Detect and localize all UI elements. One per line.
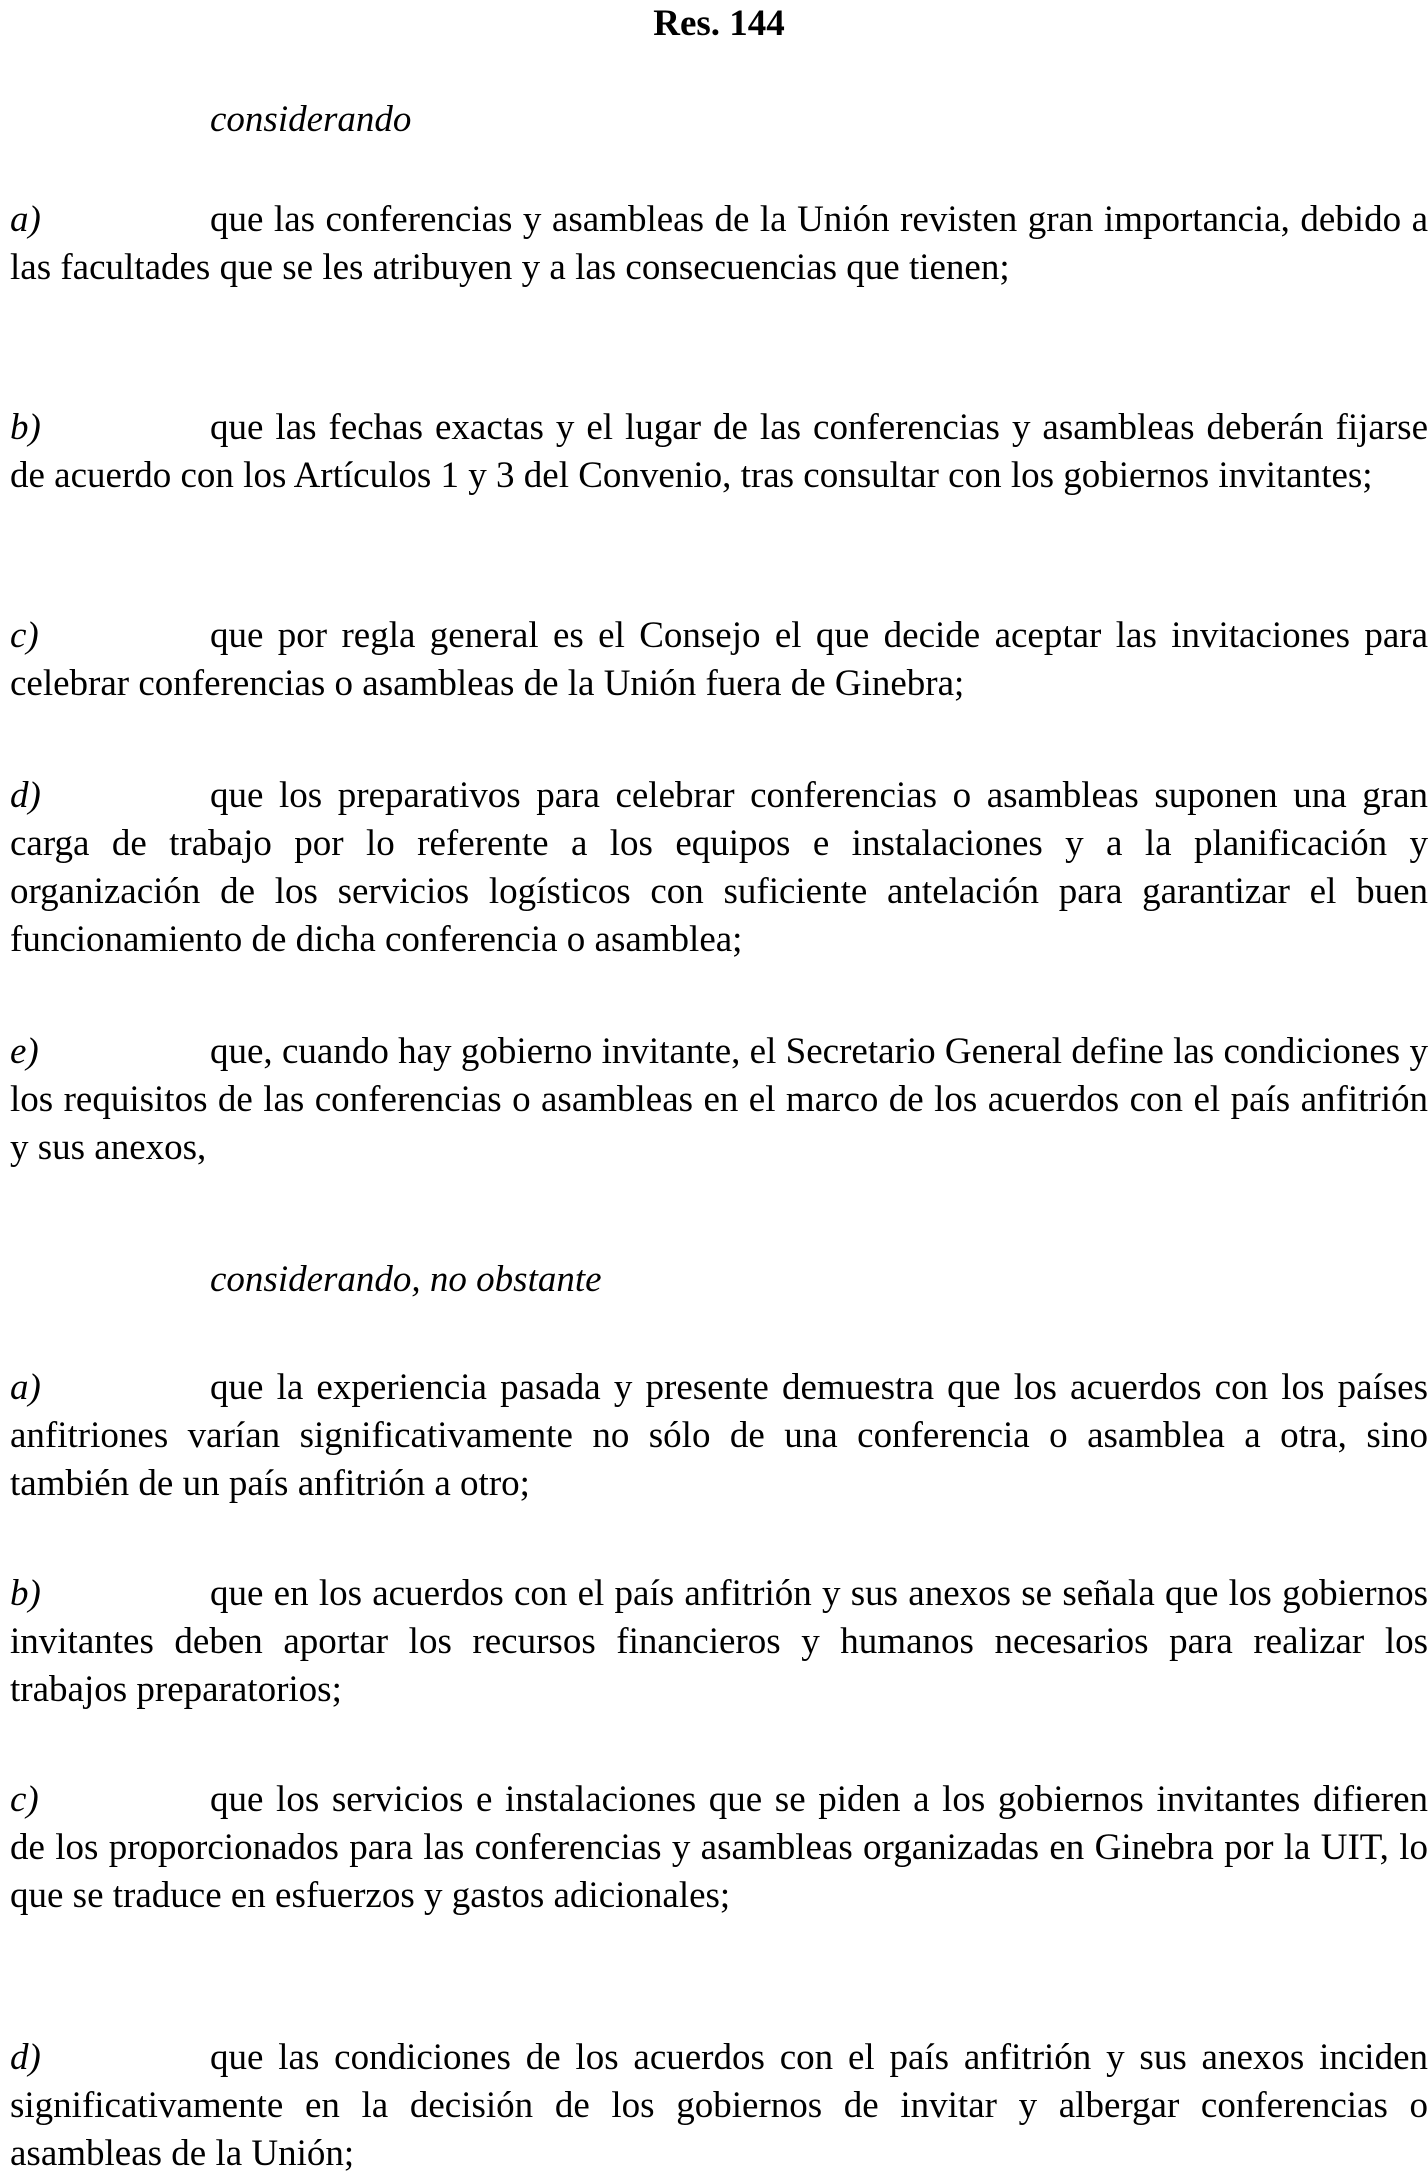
page-header [10, 0, 1428, 48]
item-letter: d) [10, 775, 41, 816]
paragraph-item [10, 1570, 1428, 1714]
item-text: que la experiencia pasada y presente demuestra que los acuerdos con los países anfitriones varían significativamente no sólo de una conferencia o asamblea a otra, sino también de un país anfitrión a otro; [10, 1367, 1428, 1504]
item-letter: a) [10, 1367, 41, 1408]
paragraph-item [10, 1028, 1428, 1172]
item-letter: c) [10, 615, 39, 656]
section-heading-considerando: considerando [210, 99, 412, 140]
item-letter: d) [10, 2037, 41, 2078]
item-letter: b) [10, 1573, 41, 1614]
item-letter: c) [10, 1779, 39, 1820]
item-text: que, cuando hay gobierno invitante, el Secretario General define las condiciones y los requisitos de las conferencias o asambleas en el marco de los acuerdos con el país anfitrión y sus anexos, [10, 1031, 1428, 1168]
paragraph-item [10, 1776, 1428, 1920]
item-text: que los preparativos para celebrar conferencias o asambleas suponen una gran carga de trabajo por lo referente a los equipos e instalaciones y a la planificación y organización de los servicios logísticos con suficiente antelación para garantizar el buen funcionamiento de dicha conferencia o asamblea; [10, 775, 1428, 960]
paragraph-item [10, 2034, 1428, 2178]
paragraph-item [10, 196, 1428, 292]
item-text: que por regla general es el Consejo el que decide aceptar las invitaciones para celebrar conferencias o asambleas de la Unión fuera de Ginebra; [10, 615, 1428, 704]
paragraph-item [10, 612, 1428, 708]
item-text: que los servicios e instalaciones que se piden a los gobiernos invitantes difieren de los proporcionados para las conferencias y asambleas organizadas en Ginebra por la UIT, lo que se traduce en esfuerzos y gastos adicionales; [10, 1779, 1428, 1916]
paragraph-item [10, 772, 1428, 964]
section-heading-considerando-no-obstante: considerando, no obstante [210, 1259, 602, 1300]
paragraph-item [10, 404, 1428, 500]
item-letter: a) [10, 199, 41, 240]
resolution-number: Res. 144 [653, 3, 785, 44]
item-letter: b) [10, 407, 41, 448]
item-text: que las condiciones de los acuerdos con el país anfitrión y sus anexos inciden significativamente en la decisión de los gobiernos de invitar y albergar conferencias o asambleas de la Unión; [10, 2037, 1428, 2174]
item-text: que las fechas exactas y el lugar de las conferencias y asambleas deberán fijarse de acuerdo con los Artículos 1 y 3 del Convenio, tras consultar con los gobiernos invitantes; [10, 407, 1428, 496]
item-text: que las conferencias y asambleas de la Unión revisten gran importancia, debido a las facultades que se les atribuyen y a las consecuencias que tienen; [10, 199, 1428, 288]
paragraph-item [10, 1364, 1428, 1508]
item-letter: e) [10, 1031, 39, 1072]
item-text: que en los acuerdos con el país anfitrión y sus anexos se señala que los gobiernos invitantes deben aportar los recursos financieros y humanos necesarios para realizar los trabajos preparatorios; [10, 1573, 1428, 1710]
